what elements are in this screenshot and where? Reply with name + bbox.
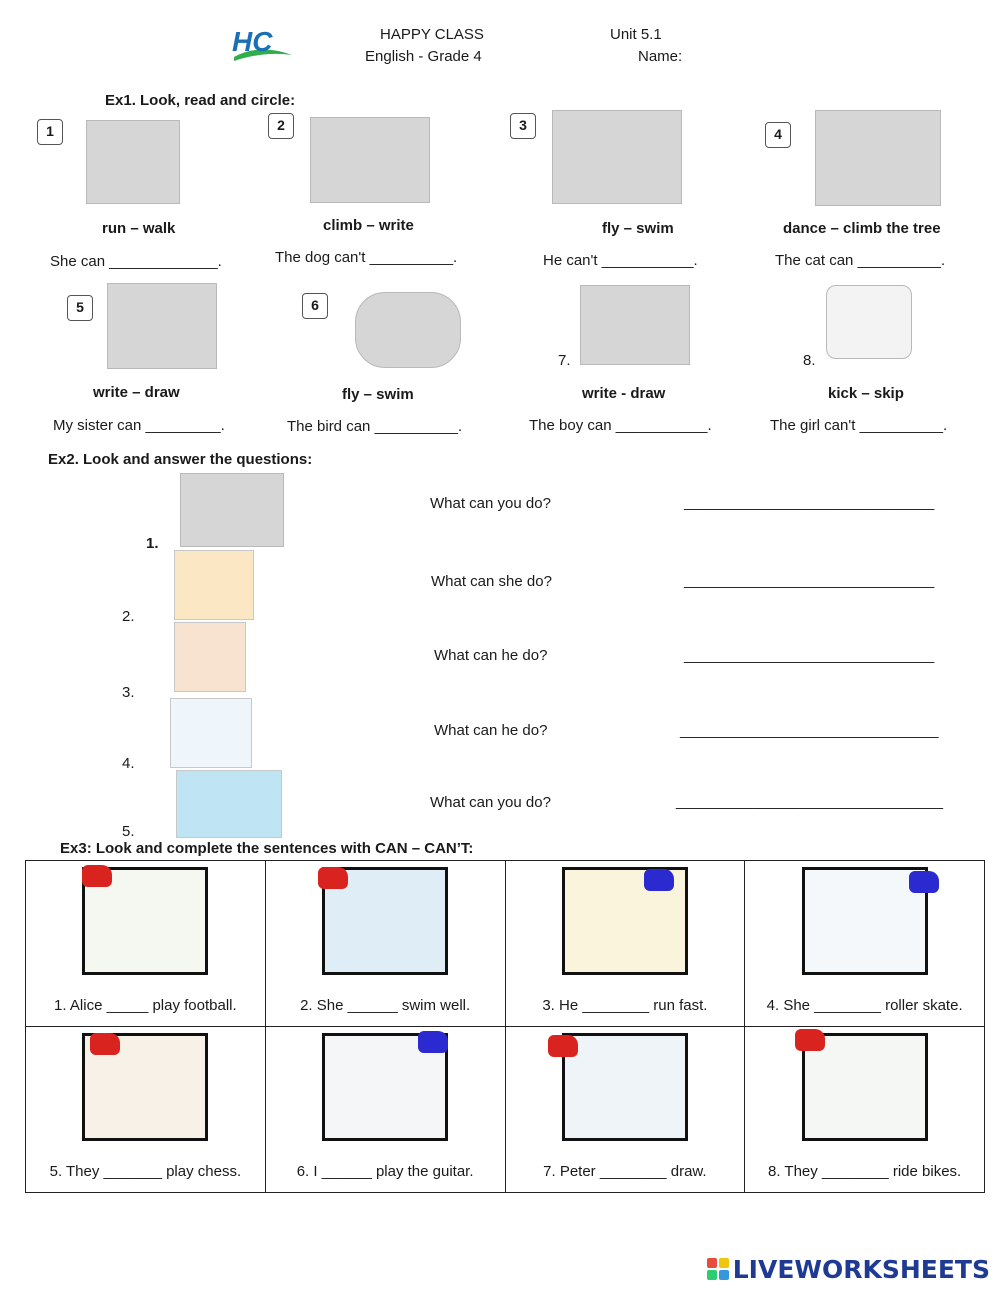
- girl-cooking-image: [174, 550, 254, 620]
- thumbs-up-icon: [82, 865, 112, 887]
- ex1-sentence: The girl can't __________.: [770, 417, 948, 434]
- ex1-options[interactable]: fly – swim: [602, 220, 674, 237]
- ex3-sentence[interactable]: 4. She ________ roller skate.: [766, 997, 963, 1014]
- ex1-number: 5: [67, 295, 93, 321]
- ex2-answer-field[interactable]: ________________________________: [676, 793, 943, 810]
- ex1-blank[interactable]: __________.: [857, 252, 946, 269]
- ex1-number: 2: [268, 113, 294, 139]
- brand-name: LIVEWORKSHEETS: [732, 1254, 990, 1284]
- worksheet-title: HAPPY CLASS: [380, 26, 484, 43]
- ex1-number: 3: [510, 113, 536, 139]
- ex1-heading: Ex1. Look, read and circle:: [105, 92, 296, 109]
- ex1-number: 8.: [803, 352, 816, 369]
- thumbs-down-icon: [644, 869, 674, 891]
- ex2-number: 4.: [122, 755, 135, 772]
- ex1-options[interactable]: fly – swim: [342, 386, 414, 403]
- logo-text: HC: [232, 26, 273, 57]
- ex2-question: What can she do?: [431, 573, 552, 590]
- ex1-number: 4: [765, 122, 791, 148]
- thumbs-up-icon: [795, 1029, 825, 1051]
- ex3-cell: [26, 1027, 266, 1193]
- ex1-sentence: The bird can __________.: [287, 418, 463, 435]
- worksheet-subtitle: English - Grade 4: [365, 48, 482, 65]
- dog-climbing-tree-image: [310, 117, 430, 203]
- ex1-options[interactable]: dance – climb the tree: [783, 220, 941, 237]
- ex1-blank[interactable]: __________.: [374, 418, 463, 435]
- ex2-answer-field[interactable]: ______________________________: [684, 647, 935, 664]
- ex3-sentence[interactable]: 8. They ________ ride bikes.: [768, 1163, 962, 1180]
- ex1-blank[interactable]: ___________.: [601, 252, 698, 269]
- flying-bird-image: [355, 292, 461, 368]
- running-girl-image: [86, 120, 180, 204]
- hand-writing-image: [580, 285, 690, 365]
- ex3-cell: [26, 861, 266, 1027]
- ex2-number: 1.: [146, 535, 159, 552]
- ex1-sentence: She can _____________.: [50, 253, 222, 270]
- boy-skipping-image: [174, 622, 246, 692]
- thumbs-up-icon: [548, 1035, 578, 1057]
- ex3-cell: [265, 861, 505, 1027]
- ex1-options[interactable]: climb – write: [323, 217, 414, 234]
- ex1-sentence: He can't ___________.: [543, 252, 698, 269]
- ex3-sentence[interactable]: 2. She ______ swim well.: [300, 997, 471, 1014]
- ex1-options[interactable]: write – draw: [93, 384, 180, 401]
- name-label: Name:: [638, 48, 683, 65]
- thumbs-down-icon: [909, 871, 939, 893]
- boy-swimming-image: [176, 770, 282, 838]
- ex2-question: What can he do?: [434, 722, 548, 739]
- boy-flying-image: [170, 698, 252, 768]
- ex1-options[interactable]: write - draw: [582, 385, 666, 402]
- ex1-blank[interactable]: ___________.: [615, 417, 712, 434]
- ex3-sentence[interactable]: 7. Peter ________ draw.: [543, 1163, 707, 1180]
- ex1-number: 1: [37, 119, 63, 145]
- boy-swimming-pool-image: [552, 110, 682, 204]
- ex3-cell: [505, 861, 745, 1027]
- thumbs-down-icon: [418, 1031, 448, 1053]
- hand-writing-image: [180, 473, 284, 547]
- ex3-sentence[interactable]: 3. He ________ run fast.: [542, 997, 708, 1014]
- unit-label: Unit 5.1: [610, 26, 662, 43]
- thumbs-up-icon: [90, 1033, 120, 1055]
- liveworksheets-logo[interactable]: [707, 1255, 990, 1283]
- ex1-number: 7.: [558, 352, 571, 369]
- ex1-sentence: The dog can't __________.: [275, 249, 458, 266]
- ex2-question: What can you do?: [430, 495, 551, 512]
- ex1-blank[interactable]: _____________.: [109, 253, 222, 270]
- ex2-number: 3.: [122, 684, 135, 701]
- girl-drawing-image: [107, 283, 217, 369]
- ex1-blank[interactable]: _________.: [145, 417, 225, 434]
- girl-skipping-image: [826, 285, 912, 359]
- ex1-blank[interactable]: __________.: [369, 249, 458, 266]
- ex2-answer-field[interactable]: ______________________________: [684, 494, 935, 511]
- girl-climbing-tree-image: [815, 110, 941, 206]
- ex3-table: [25, 860, 985, 1193]
- ex3-cell: [505, 1027, 745, 1193]
- ex3-sentence[interactable]: 5. They _______ play chess.: [49, 1163, 242, 1180]
- ex1-sentence: The boy can ___________.: [529, 417, 712, 434]
- ex1-number: 6: [302, 293, 328, 319]
- ex2-number: 5.: [122, 823, 135, 840]
- ex3-cell: [745, 1027, 985, 1193]
- ex1-options[interactable]: run – walk: [102, 220, 176, 237]
- ex2-answer-field[interactable]: _______________________________: [680, 722, 939, 739]
- ex3-cell: [745, 861, 985, 1027]
- ex2-question: What can he do?: [434, 647, 548, 664]
- ex3-heading: Ex3: Look and complete the sentences with CAN – CAN’T:: [60, 840, 474, 857]
- ex3-sentence[interactable]: 6. I ______ play the guitar.: [296, 1163, 474, 1180]
- logo-squares-icon: [707, 1258, 729, 1280]
- hc-logo: [230, 25, 294, 65]
- thumbs-up-icon: [318, 867, 348, 889]
- ex1-options[interactable]: kick – skip: [828, 385, 904, 402]
- ex1-sentence: The cat can __________.: [775, 252, 946, 269]
- ex3-cell: [265, 1027, 505, 1193]
- ex2-number: 2.: [122, 608, 135, 625]
- ex2-heading: Ex2. Look and answer the questions:: [48, 451, 313, 468]
- ex1-blank[interactable]: __________.: [859, 417, 948, 434]
- boy-drawing-image: [562, 1033, 688, 1141]
- ex2-question: What can you do?: [430, 794, 551, 811]
- ex1-sentence: My sister can _________.: [53, 417, 225, 434]
- ex3-sentence[interactable]: 1. Alice _____ play football.: [54, 997, 237, 1014]
- ex2-answer-field[interactable]: ______________________________: [684, 572, 935, 589]
